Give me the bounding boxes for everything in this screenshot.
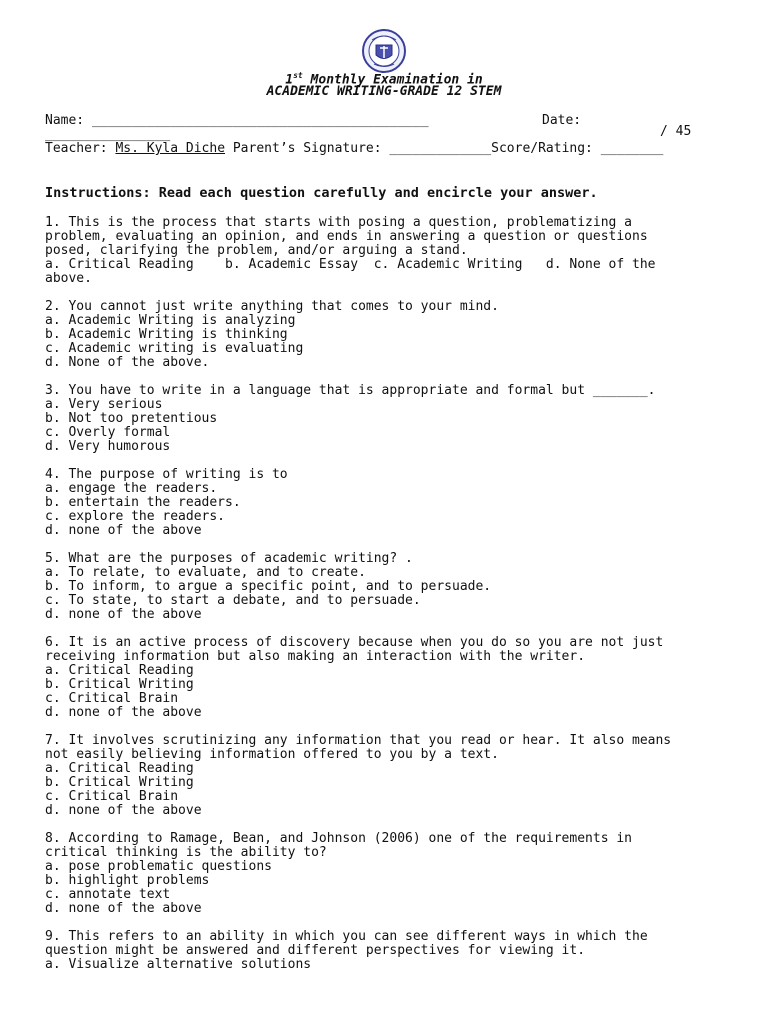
question-line: 9. This refers to an ability in which you can see different ways in which the — [45, 929, 648, 944]
answer-option-d[interactable]: d. none of the above — [45, 607, 202, 622]
answer-option-d[interactable]: d. None of the above. — [45, 355, 210, 370]
answer-option-d[interactable]: d. none of the above — [45, 523, 202, 538]
question-list — [45, 216, 725, 986]
question-line: 5. What are the purposes of academic writing? . — [45, 551, 413, 566]
answer-option-d[interactable]: d. none of the above — [45, 901, 202, 916]
answer-option-a[interactable]: a. Critical Reading — [45, 761, 194, 776]
question-1 — [45, 216, 725, 286]
answer-option-c[interactable]: c. explore the readers. — [45, 509, 226, 524]
school-seal-logo — [354, 28, 414, 74]
answer-option-d[interactable]: d. Very humorous — [45, 439, 171, 454]
question-line: posed, clarifying the problem, and/or arguing a stand. — [45, 243, 468, 258]
question-3 — [45, 384, 725, 454]
teacher-signature-row — [45, 142, 663, 156]
signature-score-labels: Parent’s Signature: _____________Score/Rating: ________ — [225, 141, 664, 156]
question-line: 3. You have to write in a language that is appropriate and formal but _______. — [45, 383, 656, 398]
answer-option-c[interactable]: c. Overly formal — [45, 425, 171, 440]
answer-option-c[interactable]: c. To state, to start a debate, and to persuade. — [45, 593, 421, 608]
answer-option-b[interactable]: b. highlight problems — [45, 873, 210, 888]
question-line: not easily believing information offered to you by a text. — [45, 747, 499, 762]
answer-option-d[interactable]: d. none of the above — [45, 803, 202, 818]
question-line: critical thinking is the ability to? — [45, 845, 327, 860]
answer-option-b[interactable]: b. To inform, to argue a specific point, and to persuade. — [45, 579, 492, 594]
score-total: / 45 — [660, 124, 692, 139]
answer-option-a[interactable]: a. To relate, to evaluate, and to create. — [45, 565, 366, 580]
answer-option-a[interactable]: a. engage the readers. — [45, 481, 218, 496]
answer-option-d[interactable]: d. none of the above — [45, 705, 202, 720]
answer-options[interactable]: a. Critical Reading b. Academic Essay c. Academic Writing d. None of the — [45, 257, 656, 272]
answer-option-a[interactable]: a. Critical Reading — [45, 663, 194, 678]
answer-option-b[interactable]: b. Academic Writing is thinking — [45, 327, 288, 342]
question-line: 1. This is the process that starts with posing a question, problematizing a — [45, 215, 632, 230]
answer-option-a[interactable]: a. Visualize alternative solutions — [45, 957, 312, 972]
question-2 — [45, 300, 725, 370]
date-label: Date: — [542, 113, 582, 128]
question-4 — [45, 468, 725, 538]
instructions: Instructions: Read each question carefully and encircle your answer. — [45, 185, 598, 201]
question-5 — [45, 552, 725, 622]
teacher-name: Ms. Kyla Diche — [115, 141, 226, 156]
question-line: question might be answered and different perspectives for viewing it. — [45, 943, 586, 958]
answer-option-b[interactable]: b. Not too pretentious — [45, 411, 218, 426]
question-line: receiving information but also making an interaction with the writer. — [45, 649, 586, 664]
name-label: Name: — [45, 113, 92, 128]
date-blank[interactable]: ________________ — [45, 127, 171, 142]
question-line: 8. According to Ramage, Bean, and Johnson (2006) one of the requirements in — [45, 831, 632, 846]
answer-option-b[interactable]: b. Critical Writing — [45, 775, 194, 790]
answer-option-c[interactable]: c. Critical Brain — [45, 789, 179, 804]
answer-option-a[interactable]: a. pose problematic questions — [45, 859, 272, 874]
answer-option-c[interactable]: c. Critical Brain — [45, 691, 179, 706]
exam-title: 1st Monthly Examination in — [285, 71, 483, 88]
question-line: 2. You cannot just write anything that comes to your mind. — [45, 299, 499, 314]
answer-option-c[interactable]: c. annotate text — [45, 887, 171, 902]
answer-option-b[interactable]: b. entertain the readers. — [45, 495, 241, 510]
question-line: 4. The purpose of writing is to — [45, 467, 288, 482]
answer-option-c[interactable]: c. Academic writing is evaluating — [45, 341, 304, 356]
question-7 — [45, 734, 725, 818]
answer-options[interactable]: above. — [45, 271, 92, 286]
answer-option-b[interactable]: b. Critical Writing — [45, 677, 194, 692]
answer-option-a[interactable]: a. Very serious — [45, 397, 163, 412]
question-8 — [45, 832, 725, 916]
question-line: 7. It involves scrutinizing any information that you read or hear. It also means — [45, 733, 672, 748]
question-9 — [45, 930, 725, 972]
exam-subtitle: ACADEMIC WRITING-GRADE 12 STEM — [266, 84, 502, 99]
name-field — [45, 114, 725, 128]
question-6 — [45, 636, 725, 720]
teacher-label: Teacher: — [45, 141, 116, 156]
question-line: problem, evaluating an opinion, and ends in answering a question or questions — [45, 229, 648, 244]
answer-option-a[interactable]: a. Academic Writing is analyzing — [45, 313, 296, 328]
question-line: 6. It is an active process of discovery because when you do so you are not just — [45, 635, 664, 650]
name-blank[interactable]: ___________________________________________ — [91, 113, 429, 128]
